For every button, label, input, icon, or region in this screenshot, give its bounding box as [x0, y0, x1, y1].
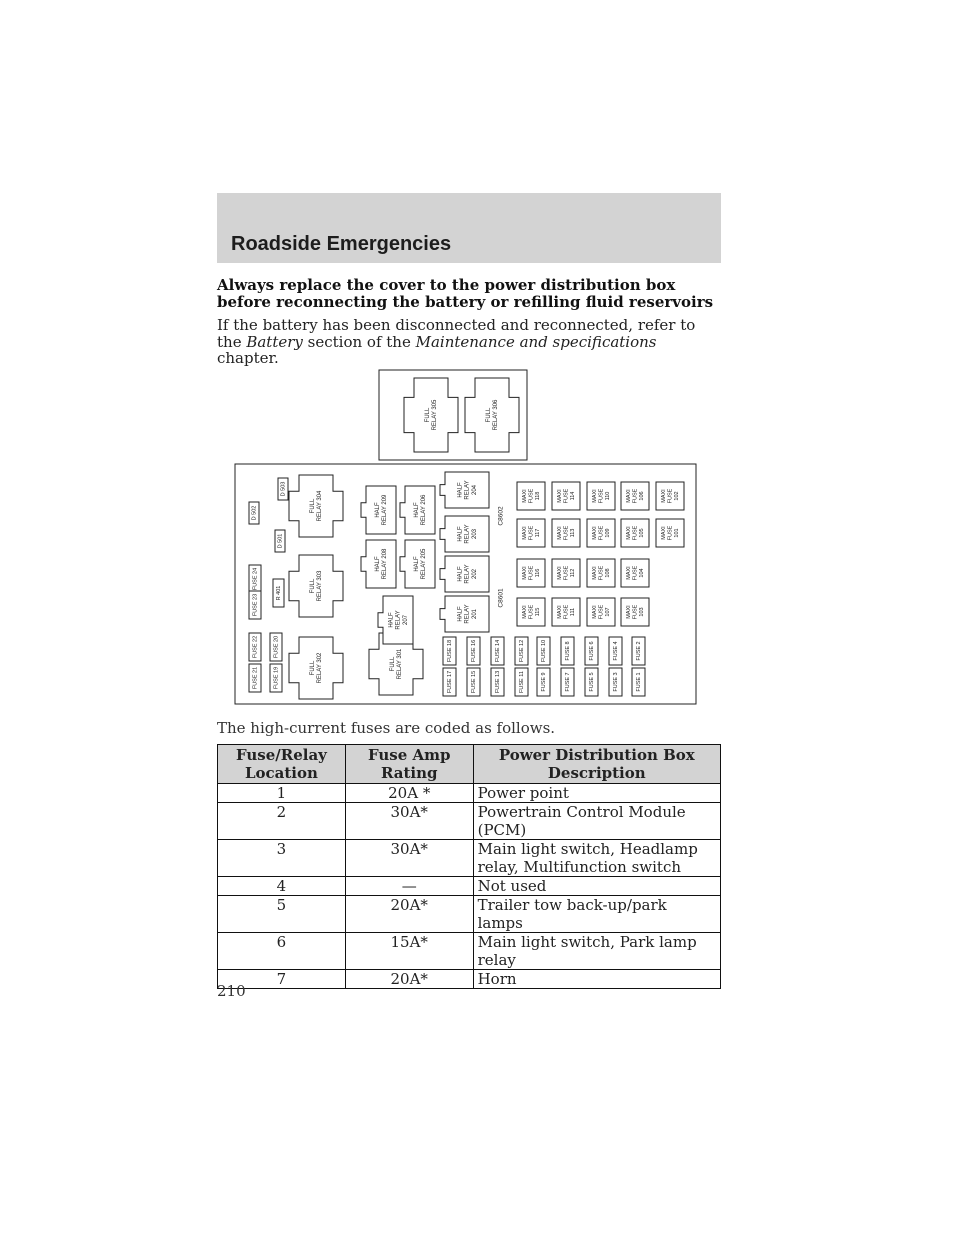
fuse-label: FUSE 5	[588, 672, 595, 692]
maxi-fuse-label: 116	[535, 568, 542, 578]
maxi-fuse-label: MAXI	[556, 605, 563, 619]
location-cell: 6	[218, 933, 346, 970]
maxi-fuse-label: MAXI	[660, 489, 667, 503]
maxi-fuse-label: MAXI	[556, 566, 563, 580]
relay-label: HALF	[457, 526, 464, 542]
maxi-fuse-label: MAXI	[521, 566, 528, 580]
relay-label: HALF	[374, 502, 381, 518]
maxi-fuse-label: MAXI	[625, 489, 632, 503]
fuse-label: FUSE 13	[494, 670, 501, 694]
fuse-label: FUSE 2	[635, 641, 642, 661]
column-header: Power Distribution Box Description	[473, 745, 720, 784]
relay-label: FULL	[309, 660, 316, 676]
intro-text-3: chapter.	[217, 349, 279, 367]
intro-paragraph	[217, 317, 721, 367]
maxi-fuse-label: 105	[639, 528, 646, 538]
maxi-fuse-label: MAXI	[591, 566, 598, 580]
fuse-label: FUSE 12	[518, 639, 525, 663]
relay-label: RELAY 209	[382, 494, 389, 526]
diode-label: D 503	[280, 481, 287, 497]
fuse-label: FUSE 14	[494, 639, 501, 663]
maxi-fuse-label: FUSE	[632, 525, 639, 541]
location-cell: 7	[218, 970, 346, 989]
maxi-fuse-label: 118	[535, 491, 542, 501]
maxi-fuse-label: FUSE	[598, 565, 605, 581]
relay-label: HALF	[388, 612, 395, 628]
table-row	[218, 896, 721, 933]
fuse-label: FUSE 22	[252, 635, 259, 659]
amp-cell: 20A *	[345, 784, 473, 803]
table-row	[218, 933, 721, 970]
relay-label: FULL	[309, 498, 316, 514]
table-row	[218, 877, 721, 896]
table-row	[218, 803, 721, 840]
relay-label: RELAY 303	[317, 570, 324, 602]
page-number: 210	[217, 982, 246, 1000]
relay-label: FULL	[309, 578, 316, 594]
maxi-fuse-label: MAXI	[625, 526, 632, 540]
maxi-fuse-label: FUSE	[598, 525, 605, 541]
fuse-label: FUSE 10	[540, 639, 547, 663]
resistor-label: R 401	[275, 585, 282, 601]
relay-label: HALF	[413, 502, 420, 518]
relay-label: FULL	[485, 407, 492, 423]
connector-label: C8601	[497, 588, 505, 608]
battery-reference: Battery	[246, 332, 303, 351]
relay-label: RELAY	[464, 564, 471, 584]
section-title: Roadside Emergencies	[231, 233, 452, 255]
description-cell: Trailer tow back-up/park lamps	[473, 896, 720, 933]
relay-label: RELAY	[464, 524, 471, 544]
maxi-fuse-label: FUSE	[632, 604, 639, 620]
relay-label: HALF	[457, 482, 464, 498]
relay-label: RELAY	[464, 604, 471, 624]
relay-label: HALF	[413, 556, 420, 572]
relay-label: RELAY 306	[493, 399, 500, 431]
table-caption: The high-current fuses are coded as follows.	[217, 719, 556, 737]
maxi-fuse-label: 102	[674, 491, 681, 501]
relay-label: HALF	[374, 556, 381, 572]
fuse-label: FUSE 15	[470, 670, 477, 694]
relay-label: RELAY 206	[421, 494, 428, 526]
amp-cell: 30A*	[345, 803, 473, 840]
amp-cell: 30A*	[345, 840, 473, 877]
location-cell: 2	[218, 803, 346, 840]
diode-label: D 502	[251, 505, 258, 521]
table-header-row	[218, 745, 721, 784]
relay-label: RELAY 205	[421, 548, 428, 580]
maxi-fuse-label: FUSE	[563, 488, 570, 504]
maxi-fuse-label: MAXI	[521, 605, 528, 619]
connector-label: C8602	[497, 506, 505, 526]
maxi-fuse-label: 117	[535, 528, 542, 538]
fuse-label: FUSE 6	[588, 641, 595, 661]
amp-cell: 15A*	[345, 933, 473, 970]
fuse-label: FUSE 19	[273, 666, 280, 690]
relay-label: HALF	[457, 606, 464, 622]
column-header: Fuse/Relay Location	[218, 745, 346, 784]
fuse-label: FUSE 16	[470, 639, 477, 663]
description-cell: Powertrain Control Module (PCM)	[473, 803, 720, 840]
maxi-fuse-label: 110	[605, 491, 612, 501]
maxi-fuse-label: FUSE	[528, 525, 535, 541]
fuse-label: FUSE 8	[564, 641, 571, 661]
fuse-label: FUSE 20	[273, 635, 280, 659]
intro-text-2: section of the	[302, 332, 416, 351]
maxi-fuse-label: 108	[605, 568, 612, 578]
maxi-fuse-label: MAXI	[556, 526, 563, 540]
amp-cell: —	[345, 877, 473, 896]
description-cell: Power point	[473, 784, 720, 803]
fuse-label: FUSE 1	[635, 672, 642, 692]
description-cell: Not used	[473, 877, 720, 896]
maxi-fuse-label: FUSE	[632, 565, 639, 581]
diode-label: D 501	[277, 533, 284, 549]
maxi-fuse-label: MAXI	[521, 489, 528, 503]
table-row	[218, 784, 721, 803]
maxi-fuse-label: FUSE	[667, 488, 674, 504]
maxi-fuse-label: FUSE	[598, 604, 605, 620]
maxi-fuse-label: MAXI	[521, 526, 528, 540]
fuse-label: FUSE 11	[518, 671, 525, 693]
maxi-fuse-label: FUSE	[563, 525, 570, 541]
maxi-fuse-label: FUSE	[632, 488, 639, 504]
section-header	[217, 193, 721, 263]
maxi-fuse-label: FUSE	[667, 525, 674, 541]
relay-label: RELAY	[464, 480, 471, 500]
relay-label: 207	[402, 614, 409, 626]
fuse-label: FUSE 23	[252, 593, 259, 617]
relay-label: RELAY 304	[317, 490, 324, 522]
maxi-fuse-label: 112	[570, 568, 577, 578]
maxi-fuse-label: 115	[535, 607, 542, 617]
fuse-label: FUSE 17	[446, 670, 453, 694]
maxi-fuse-label: FUSE	[528, 604, 535, 620]
description-cell: Horn	[473, 970, 720, 989]
fuse-label: FUSE 9	[540, 672, 547, 692]
location-cell: 4	[218, 877, 346, 896]
maxi-fuse-label: FUSE	[528, 488, 535, 504]
maxi-fuse-label: 109	[605, 528, 612, 538]
relay-label: 204	[471, 484, 478, 496]
relay-label: FULL	[389, 656, 396, 672]
relay-label: RELAY 302	[317, 652, 324, 684]
location-cell: 5	[218, 896, 346, 933]
maxi-fuse-label: 103	[639, 607, 646, 617]
location-cell: 1	[218, 784, 346, 803]
maxi-fuse-label: MAXI	[591, 605, 598, 619]
relay-label: 203	[471, 528, 478, 540]
amp-cell: 20A*	[345, 896, 473, 933]
warning-heading: Always replace the cover to the power distribution box before reconnecting the battery or refilling fluid reservoirs	[217, 276, 714, 311]
fuse-label: FUSE 3	[612, 672, 619, 692]
relay-label: 201	[471, 608, 478, 620]
fuse-label: FUSE 18	[446, 639, 453, 663]
relay-label: RELAY	[395, 610, 402, 630]
table-row	[218, 840, 721, 877]
maxi-fuse-label: MAXI	[591, 526, 598, 540]
fuse-table	[217, 744, 721, 989]
fuse-label: FUSE 21	[252, 666, 259, 690]
column-header: Fuse Amp Rating	[345, 745, 473, 784]
intro-text-1: If the battery has been disconnected and reconnected, refer to the	[217, 316, 696, 351]
maxi-fuse-label: FUSE	[563, 565, 570, 581]
maintenance-reference: Maintenance and specifications	[415, 332, 657, 351]
maxi-fuse-label: FUSE	[598, 488, 605, 504]
maxi-fuse-label: MAXI	[625, 566, 632, 580]
power-distribution-box-diagram	[230, 366, 698, 708]
relay-label: HALF	[457, 566, 464, 582]
maxi-fuse-label: MAXI	[625, 605, 632, 619]
maxi-fuse-label: 107	[605, 607, 612, 617]
description-cell: Main light switch, Park lamp relay	[473, 933, 720, 970]
maxi-fuse-label: 113	[570, 528, 577, 538]
maxi-fuse-label: MAXI	[591, 489, 598, 503]
maxi-fuse-label: 101	[674, 528, 681, 538]
relay-label: RELAY 305	[432, 399, 439, 431]
relay-label: FULL	[424, 407, 431, 423]
maxi-fuse-label: 104	[639, 568, 646, 578]
maxi-fuse-label: 106	[639, 491, 646, 501]
maxi-fuse-label: 111	[570, 607, 577, 617]
relay-label: 202	[471, 568, 478, 580]
maxi-fuse-label: MAXI	[660, 526, 667, 540]
maxi-fuse-label: FUSE	[563, 604, 570, 620]
description-cell: Main light switch, Headlamp relay, Multifunction switch	[473, 840, 720, 877]
amp-cell: 20A*	[345, 970, 473, 989]
table-row	[218, 970, 721, 989]
relay-label: RELAY 208	[382, 548, 389, 580]
fuse-label: FUSE 24	[252, 567, 259, 591]
location-cell: 3	[218, 840, 346, 877]
maxi-fuse-label: 114	[570, 491, 577, 501]
fuse-label: FUSE 7	[564, 672, 571, 692]
fuse-label: FUSE 4	[612, 641, 619, 661]
maxi-fuse-label: FUSE	[528, 565, 535, 581]
maxi-fuse-label: MAXI	[556, 489, 563, 503]
relay-label: RELAY 301	[397, 648, 404, 680]
